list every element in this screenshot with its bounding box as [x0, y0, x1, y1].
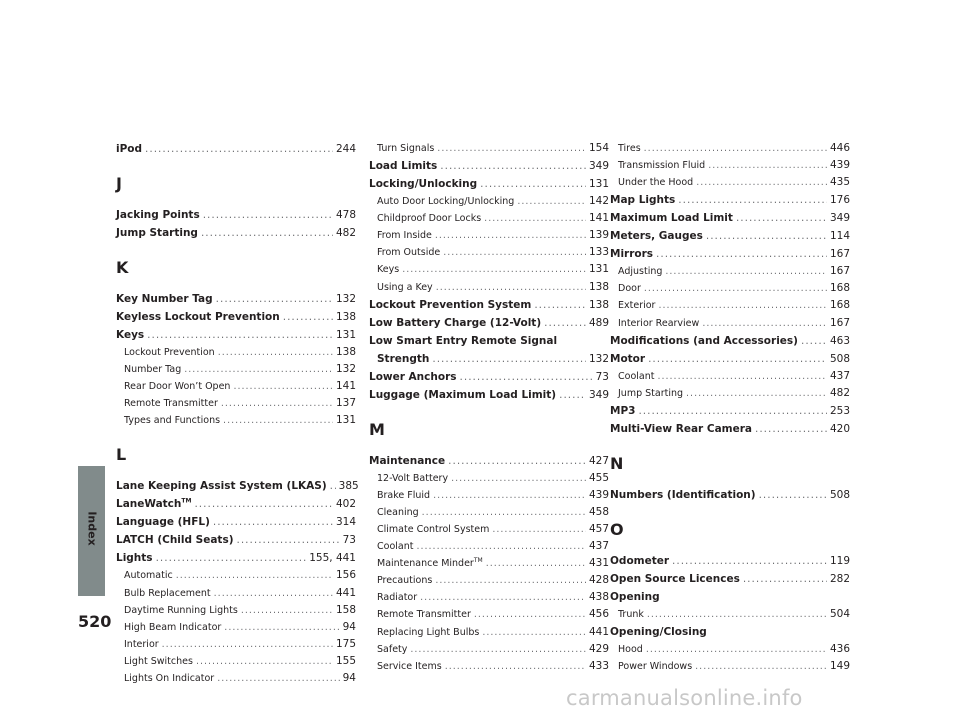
index-entry[interactable]: Lockout Prevention System ..... 138 [369, 296, 609, 314]
index-subentry[interactable]: Exterior ..... 168 [610, 297, 850, 314]
index-entry[interactable]: Lights ..... 155, 441 [116, 549, 356, 567]
index-entry[interactable]: Locking/Unlocking ..... 131 [369, 175, 609, 193]
section-letter-o: O [610, 519, 624, 539]
index-subentry[interactable]: Cleaning ..... 458 [369, 504, 609, 521]
section-letter-l: L [116, 445, 127, 465]
index-column-3 [610, 140, 850, 675]
index-subentry[interactable]: Lockout Prevention ..... 138 [116, 344, 356, 361]
index-subentry[interactable]: Under the Hood ..... 435 [610, 174, 850, 191]
index-entry[interactable]: Lower Anchors ..... 73 [369, 368, 609, 386]
section-letter-k: K [116, 258, 129, 277]
index-entry[interactable]: Motor ..... 508 [610, 350, 850, 368]
index-subentry[interactable]: Maintenance Minder™ ..... 431 [369, 555, 609, 572]
section-letter-j: J [116, 174, 122, 193]
index-subentry[interactable]: Turn Signals ..... 154 [369, 140, 609, 157]
index-subentry[interactable]: Climate Control System ..... 457 [369, 521, 609, 538]
index-entry[interactable]: LaneWatch™ ..... 402 [116, 495, 356, 513]
index-subentry[interactable]: Power Windows ..... 149 [610, 658, 850, 675]
index-entry[interactable]: Opening [610, 590, 660, 603]
index-entry[interactable]: Load Limits ..... 349 [369, 157, 609, 175]
index-entry[interactable]: Map Lights ..... 176 [610, 191, 850, 209]
index-subentry[interactable]: Coolant ..... 437 [610, 368, 850, 385]
index-entry-continued[interactable]: Strength ..... 132 [369, 350, 609, 368]
index-subentry[interactable]: Brake Fluid ..... 439 [369, 487, 609, 504]
index-entry[interactable]: iPod ..... 244 [116, 140, 356, 158]
index-subentry[interactable]: Safety ..... 429 [369, 641, 609, 658]
page-number: 520 [78, 612, 112, 631]
index-subentry[interactable]: Jump Starting ..... 482 [610, 385, 850, 402]
index-subentry[interactable]: Bulb Replacement ..... 441 [116, 585, 356, 602]
index-subentry[interactable]: Keys ..... 131 [369, 261, 609, 278]
index-entry[interactable]: Opening/Closing [610, 625, 707, 638]
index-subentry[interactable]: Transmission Fluid ..... 439 [610, 157, 850, 174]
index-subentry[interactable]: Auto Door Locking/Unlocking ..... 142 [369, 193, 609, 210]
index-subentry[interactable]: Types and Functions ..... 131 [116, 412, 356, 429]
index-subentry[interactable]: From Outside ..... 133 [369, 244, 609, 261]
index-entry[interactable]: Key Number Tag ..... 132 [116, 290, 356, 308]
index-entry[interactable]: Odometer ..... 119 [610, 552, 850, 570]
index-subentry[interactable]: Light Switches ..... 155 [116, 653, 356, 670]
index-subentry[interactable]: Coolant ..... 437 [369, 538, 609, 555]
index-subentry[interactable]: Interior ..... 175 [116, 636, 356, 653]
index-entry[interactable]: Language (HFL) ..... 314 [116, 513, 356, 531]
index-subentry[interactable]: 12-Volt Battery ..... 455 [369, 470, 609, 487]
index-subentry[interactable]: High Beam Indicator ..... 94 [116, 619, 356, 636]
index-subentry[interactable]: Door ..... 168 [610, 280, 850, 297]
index-entry[interactable]: Low Battery Charge (12-Volt) ..... 489 [369, 314, 609, 332]
index-subentry[interactable]: Automatic ..... 156 [116, 567, 356, 584]
section-letter-m: M [369, 419, 385, 439]
index-column-1 [116, 140, 359, 687]
index-entry[interactable]: Keyless Lockout Prevention ..... 138 [116, 308, 356, 326]
index-subentry[interactable]: From Inside ..... 139 [369, 227, 609, 244]
index-entry[interactable]: Numbers (Identification) ..... 508 [610, 486, 850, 504]
index-entry[interactable]: Mirrors ..... 167 [610, 245, 850, 263]
index-entry[interactable]: Modifications (and Accessories) ..... 463 [610, 332, 850, 350]
index-entry[interactable]: Meters, Gauges ..... 114 [610, 227, 850, 245]
index-subentry[interactable]: Childproof Door Locks ..... 141 [369, 210, 609, 227]
index-entry[interactable]: Jump Starting ..... 482 [116, 224, 356, 242]
index-entry[interactable]: Luggage (Maximum Load Limit) ..... 349 [369, 386, 609, 404]
index-subentry[interactable]: Trunk ..... 504 [610, 606, 850, 623]
index-subentry[interactable]: Rear Door Won’t Open ..... 141 [116, 378, 356, 395]
index-subentry[interactable]: Lights On Indicator ..... 94 [116, 670, 356, 687]
index-subentry[interactable]: Using a Key ..... 138 [369, 279, 609, 296]
index-subentry[interactable]: Adjusting ..... 167 [610, 263, 850, 280]
index-subentry[interactable]: Service Items ..... 433 [369, 658, 609, 675]
index-entry[interactable]: Multi-View Rear Camera ..... 420 [610, 420, 850, 438]
index-entry[interactable]: Maximum Load Limit ..... 349 [610, 209, 850, 227]
index-subentry[interactable]: Interior Rearview ..... 167 [610, 315, 850, 332]
index-subentry[interactable]: Radiator ..... 438 [369, 589, 609, 606]
index-subentry[interactable]: Daytime Running Lights ..... 158 [116, 602, 356, 619]
index-entry[interactable]: Open Source Licences ..... 282 [610, 570, 850, 588]
index-subentry[interactable]: Hood ..... 436 [610, 641, 850, 658]
index-entry[interactable]: Jacking Points ..... 478 [116, 206, 356, 224]
watermark: carmanualsonline.info [566, 686, 803, 710]
index-entry[interactable]: Low Smart Entry Remote Signal [369, 334, 558, 347]
index-subentry[interactable]: Number Tag ..... 132 [116, 361, 356, 378]
index-entry[interactable]: LATCH (Child Seats) ..... 73 [116, 531, 356, 549]
index-subentry[interactable]: Precautions ..... 428 [369, 572, 609, 589]
index-subentry[interactable]: Tires ..... 446 [610, 140, 850, 157]
index-subentry[interactable]: Remote Transmitter ..... 456 [369, 606, 609, 623]
index-entry[interactable]: Maintenance ..... 427 [369, 452, 609, 470]
index-subentry[interactable]: Remote Transmitter ..... 137 [116, 395, 356, 412]
index-entry[interactable]: Keys ..... 131 [116, 326, 356, 344]
index-entry[interactable]: Lane Keeping Assist System (LKAS) ..... 385 [116, 477, 356, 495]
index-column-2 [369, 140, 609, 675]
section-letter-n: N [610, 453, 624, 473]
index-entry[interactable]: MP3 ..... 253 [610, 402, 850, 420]
index-subentry[interactable]: Replacing Light Bulbs ..... 441 [369, 624, 609, 641]
index-side-tab-label: Index [85, 510, 99, 546]
